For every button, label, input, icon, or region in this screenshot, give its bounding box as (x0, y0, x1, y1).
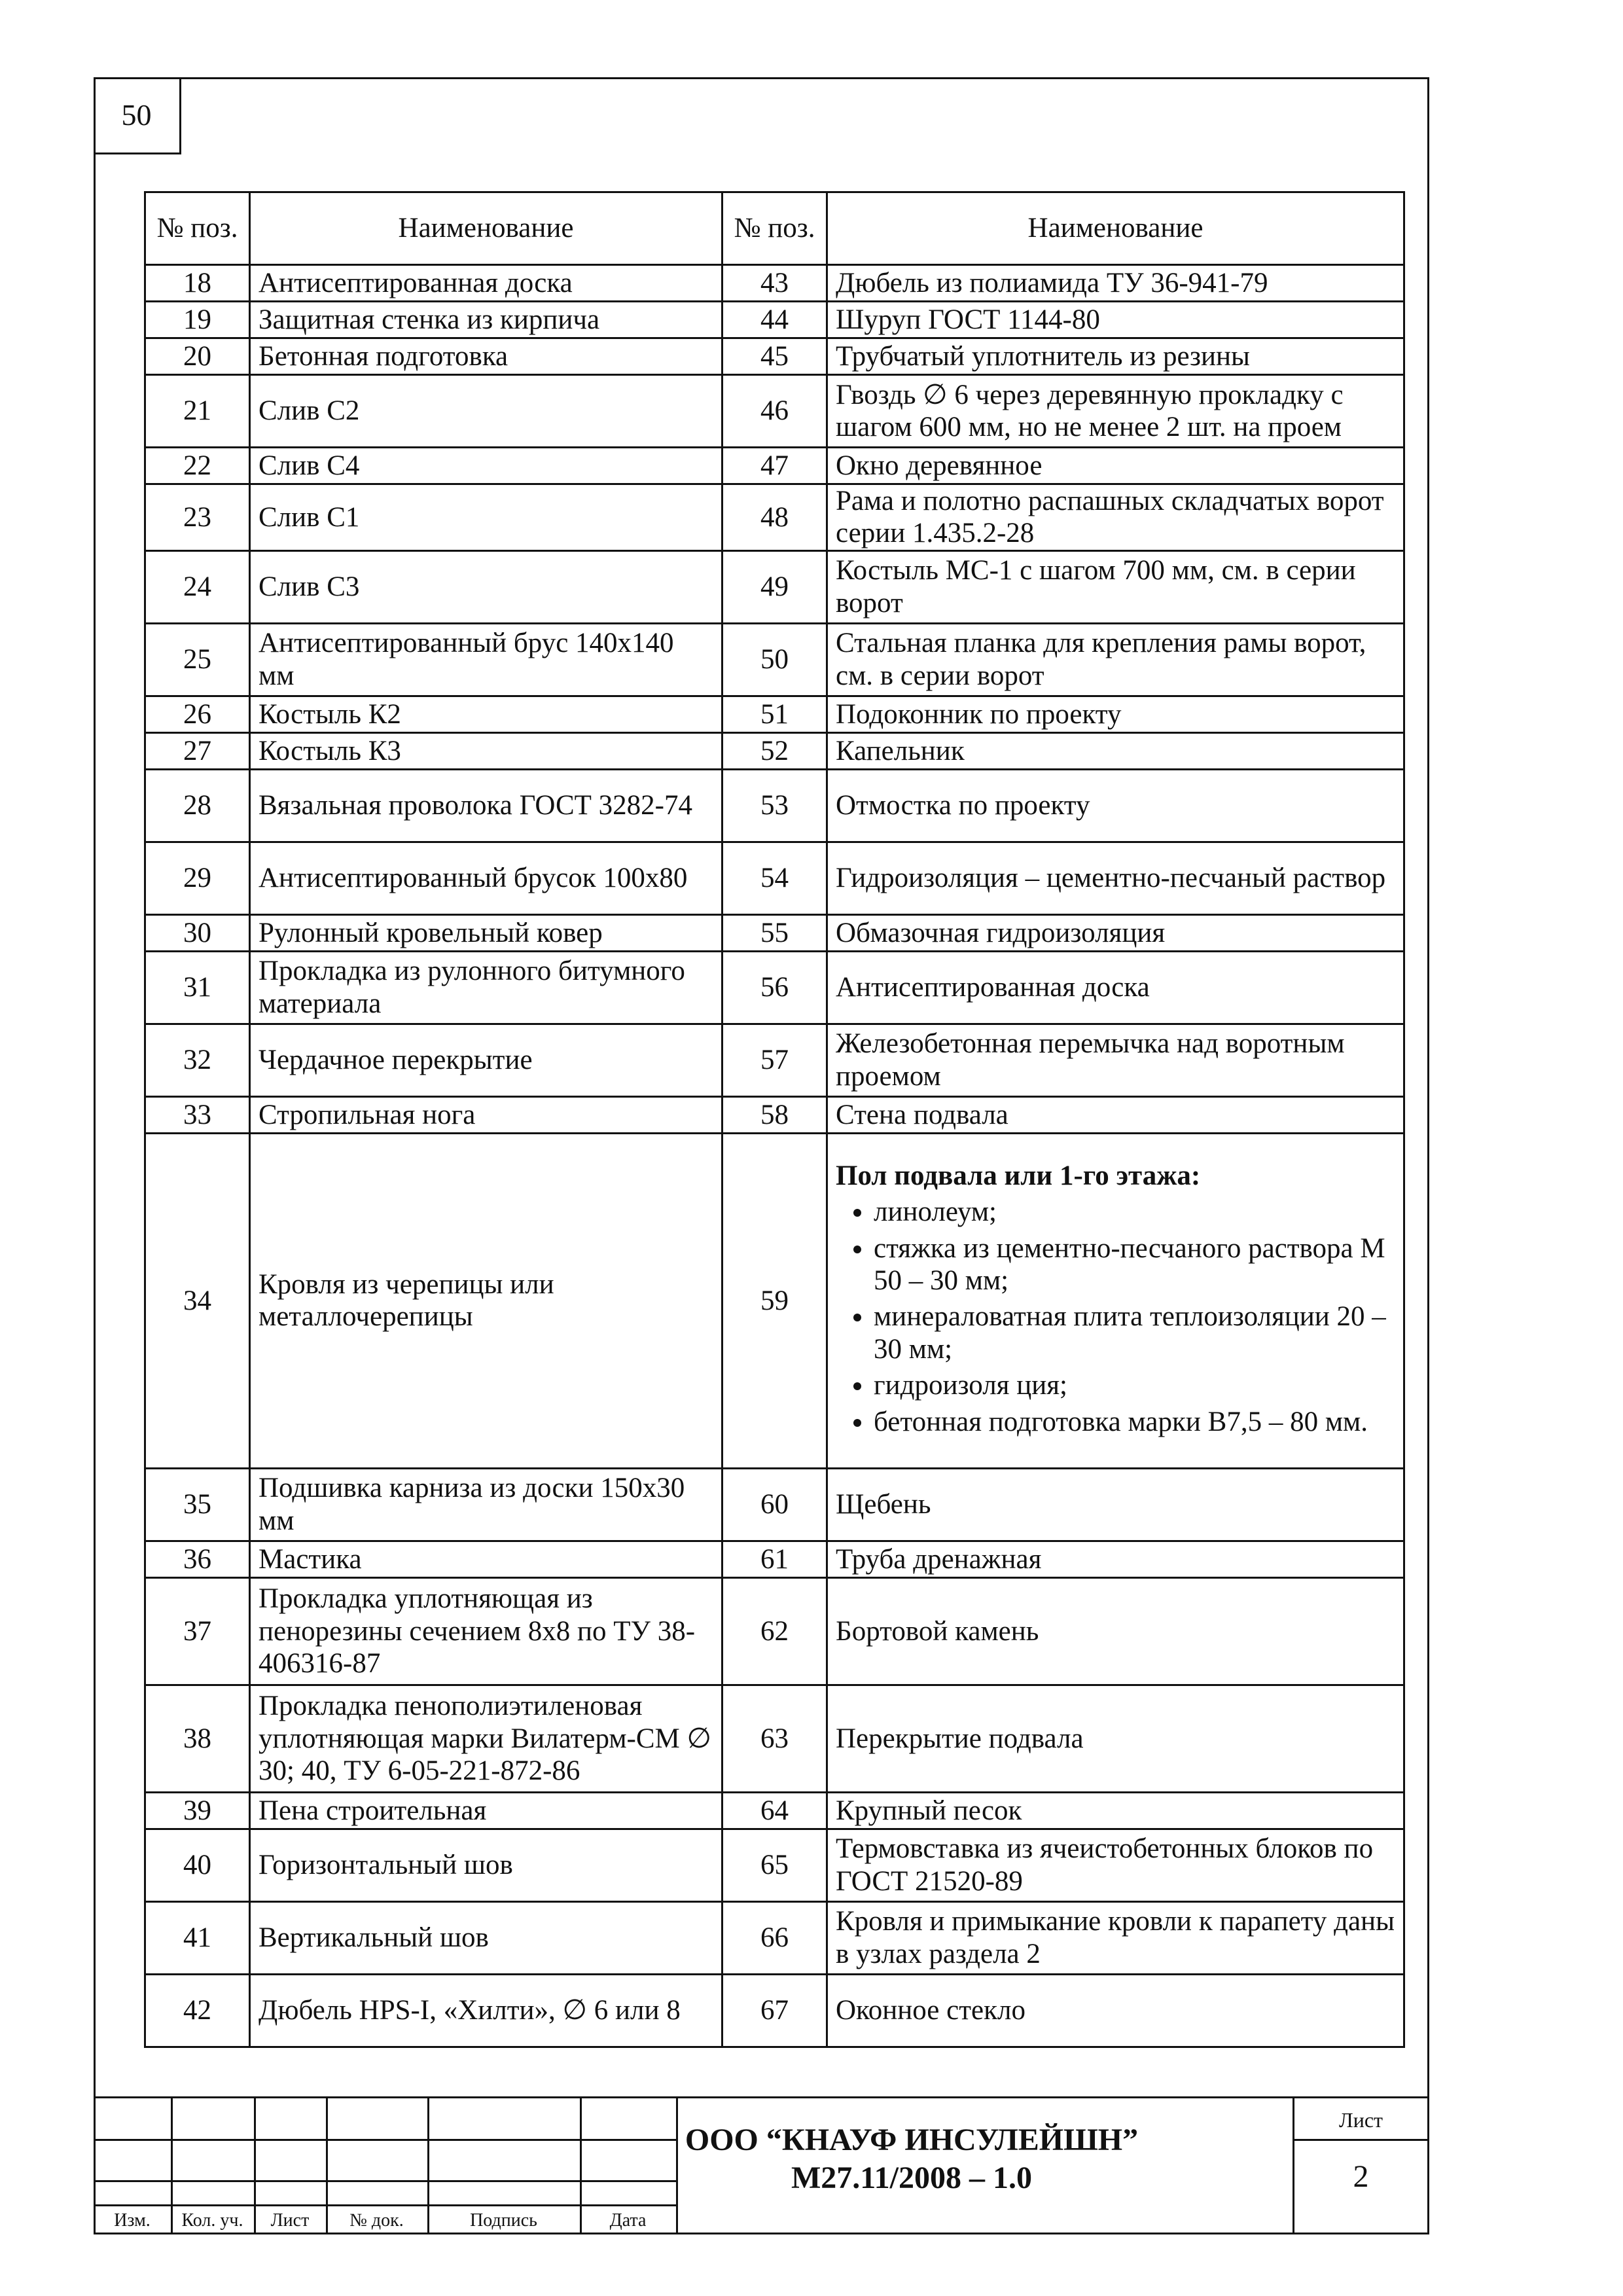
position-number: 39 (145, 1792, 250, 1829)
position-number: 26 (145, 696, 250, 732)
table-row (145, 1468, 1404, 1541)
item-name: Кровля и примыкание кровли к парапету даны в узлах раздела 2 (827, 1901, 1404, 1974)
item-name: Защитная стенка из кирпича (250, 302, 722, 338)
list-item: • линолеум; (874, 1196, 1395, 1228)
item-name: Антисептированный брусок 100х80 (250, 842, 722, 914)
stamp-label-kol-uch: Кол. уч. (181, 2210, 243, 2231)
item-name: Вязальная проволока ГОСТ 3282-74 (250, 769, 722, 842)
position-number: 22 (145, 448, 250, 484)
item-name: Бортовой камень (827, 1577, 1404, 1685)
table-row (145, 550, 1404, 623)
item-name: Подшивка карниза из доски 150х30 мм (250, 1468, 722, 1541)
table-row (145, 732, 1404, 769)
table-row (145, 1133, 1404, 1468)
stamp-label-izm: Изм. (114, 2210, 151, 2231)
item-name: Шуруп ГОСТ 1144-80 (827, 302, 1404, 338)
table-row (145, 338, 1404, 375)
position-number: 49 (722, 550, 827, 623)
item-name: Стропильная нога (250, 1096, 722, 1133)
table-row (145, 696, 1404, 732)
title-block (94, 2096, 1429, 2234)
item-name: Щебень (827, 1468, 1404, 1541)
sheet-label: Лист (1338, 2108, 1383, 2132)
item-name: Термовставка из ячеистобетонных блоков по ГОСТ 21520-89 (827, 1829, 1404, 1901)
item-name: Чердачное перекрытие (250, 1024, 722, 1096)
position-number: 27 (145, 732, 250, 769)
list-item: • минераловатная плита теплоизоляции 20 – 30 мм; (874, 1300, 1395, 1365)
floor-composition (827, 1133, 1404, 1468)
position-number: 47 (722, 448, 827, 484)
item-name: Слив С3 (250, 550, 722, 623)
item-name: Пена строительная (250, 1792, 722, 1829)
position-number: 23 (145, 484, 250, 551)
position-number: 54 (722, 842, 827, 914)
item-name: Отмостка по проекту (827, 769, 1404, 842)
position-number: 20 (145, 338, 250, 375)
organization-name: ООО “КНАУФ ИНСУЛЕЙШН” (685, 2123, 1139, 2157)
item-name: Костыль К2 (250, 696, 722, 732)
position-number: 56 (722, 951, 827, 1024)
position-number: 46 (722, 375, 827, 448)
item-name: Костыль К3 (250, 732, 722, 769)
item-name: Железобетонная перемычка над воротным проемом (827, 1024, 1404, 1096)
organization-title (676, 2121, 1147, 2197)
table-row (145, 1096, 1404, 1133)
position-number: 31 (145, 951, 250, 1024)
item-name: Дюбель HPS-I, «Хилти», ∅ 6 или 8 (250, 1974, 722, 2047)
item-name: Подоконник по проекту (827, 696, 1404, 732)
item-name: Окно деревянное (827, 448, 1404, 484)
item-name: Рулонный кровельный ковер (250, 914, 722, 951)
item-name: Стальная планка для крепления рамы ворот, см. в серии ворот (827, 623, 1404, 696)
position-number: 53 (722, 769, 827, 842)
position-number: 34 (145, 1133, 250, 1468)
table-row (145, 1974, 1404, 2047)
table-row (145, 1829, 1404, 1901)
item-name: Крупный песок (827, 1792, 1404, 1829)
item-name: Рама и полотно распашных складчатых ворот серии 1.435.2-28 (827, 484, 1404, 551)
table-row (145, 1577, 1404, 1685)
table-row (145, 484, 1404, 551)
item-name: Стена подвала (827, 1096, 1404, 1133)
header-num-right: № поз. (722, 192, 827, 265)
position-number: 48 (722, 484, 827, 551)
item-name: Трубчатый уплотнитель из резины (827, 338, 1404, 375)
table-row (145, 265, 1404, 302)
position-number: 44 (722, 302, 827, 338)
table-row (145, 448, 1404, 484)
position-number: 60 (722, 1468, 827, 1541)
item-name: Прокладка пенополиэтиленовая уплотняющая марки Вилатерм-СМ ∅ 30; 40, ТУ 6-05-221-872-86 (250, 1685, 722, 1792)
table-row (145, 302, 1404, 338)
sheet-number: 2 (1353, 2159, 1369, 2194)
position-number: 57 (722, 1024, 827, 1096)
item-name: Перекрытие подвала (827, 1685, 1404, 1792)
item-name: Обмазочная гидроизоляция (827, 914, 1404, 951)
stamp-label-doc-number: № док. (349, 2210, 404, 2231)
table-row (145, 375, 1404, 448)
position-number: 61 (722, 1541, 827, 1577)
position-number: 43 (722, 265, 827, 302)
position-number: 35 (145, 1468, 250, 1541)
header-name-left: Наименование (250, 192, 722, 265)
item-name: Горизонтальный шов (250, 1829, 722, 1901)
position-number: 62 (722, 1577, 827, 1685)
table-row (145, 1024, 1404, 1096)
list-item: • стяжка из цементно-песчаного раствора М 50 – 30 мм; (874, 1232, 1395, 1297)
page-number: 50 (94, 77, 181, 154)
stamp-label-date: Дата (609, 2210, 647, 2231)
position-number: 37 (145, 1577, 250, 1685)
position-number: 33 (145, 1096, 250, 1133)
table-row (145, 1541, 1404, 1577)
position-number: 45 (722, 338, 827, 375)
table-row (145, 623, 1404, 696)
item-name: Прокладка из рулонного битумного материала (250, 951, 722, 1024)
item-name: Слив С1 (250, 484, 722, 551)
floor-layers-list (836, 1196, 1395, 1438)
stamp-label-list: Лист (270, 2210, 310, 2231)
table-row (145, 1901, 1404, 1974)
position-number: 67 (722, 1974, 827, 2047)
table-row (145, 769, 1404, 842)
item-name: Труба дренажная (827, 1541, 1404, 1577)
position-number: 52 (722, 732, 827, 769)
table-row (145, 914, 1404, 951)
item-name: Кровля из черепицы или металлочерепицы (250, 1133, 722, 1468)
position-number: 55 (722, 914, 827, 951)
item-name: Капельник (827, 732, 1404, 769)
table-header-row (145, 192, 1404, 265)
item-name: Гидроизоляция – цементно-песчаный раствор (827, 842, 1404, 914)
item-name: Костыль МС-1 с шагом 700 мм, см. в серии ворот (827, 550, 1404, 623)
position-number: 63 (722, 1685, 827, 1792)
stamp-label-signature: Подпись (470, 2210, 537, 2231)
item-name: Мастика (250, 1541, 722, 1577)
item-name: Антисептированная доска (250, 265, 722, 302)
position-number: 36 (145, 1541, 250, 1577)
table-row (145, 951, 1404, 1024)
item-name: Антисептированная доска (827, 951, 1404, 1024)
position-number: 29 (145, 842, 250, 914)
position-number: 41 (145, 1901, 250, 1974)
list-item: • бетонная подготовка марки В7,5 – 80 мм. (874, 1406, 1395, 1438)
header-num-left: № поз. (145, 192, 250, 265)
floor-composition-title: Пол подвала или 1-го этажа: (836, 1160, 1201, 1191)
position-number: 30 (145, 914, 250, 951)
position-number: 18 (145, 265, 250, 302)
position-number: 21 (145, 375, 250, 448)
item-name: Бетонная подготовка (250, 338, 722, 375)
item-name: Гвоздь ∅ 6 через деревянную прокладку с шагом 600 мм, но не менее 2 шт. на проем (827, 375, 1404, 448)
item-name: Вертикальный шов (250, 1901, 722, 1974)
document-code: М27.11/2008 – 1.0 (791, 2160, 1032, 2195)
position-number: 28 (145, 769, 250, 842)
position-number: 19 (145, 302, 250, 338)
table-row (145, 842, 1404, 914)
position-number: 24 (145, 550, 250, 623)
item-name: Антисептированный брус 140х140 мм (250, 623, 722, 696)
position-number: 32 (145, 1024, 250, 1096)
position-number: 50 (722, 623, 827, 696)
position-number: 58 (722, 1096, 827, 1133)
item-name: Слив С4 (250, 448, 722, 484)
position-number: 64 (722, 1792, 827, 1829)
position-number: 59 (722, 1133, 827, 1468)
list-item: • гидроизоля ция; (874, 1369, 1395, 1401)
item-name: Прокладка уплотняющая из пенорезины сечением 8х8 по ТУ 38-406316-87 (250, 1577, 722, 1685)
item-name: Дюбель из полиамида ТУ 36-941-79 (827, 265, 1404, 302)
position-number: 40 (145, 1829, 250, 1901)
header-name-right: Наименование (827, 192, 1404, 265)
position-number: 42 (145, 1974, 250, 2047)
position-number: 38 (145, 1685, 250, 1792)
position-number: 66 (722, 1901, 827, 1974)
item-name: Оконное стекло (827, 1974, 1404, 2047)
position-number: 51 (722, 696, 827, 732)
position-number: 65 (722, 1829, 827, 1901)
position-number: 25 (145, 623, 250, 696)
item-name: Слив С2 (250, 375, 722, 448)
table-row (145, 1685, 1404, 1792)
table-row (145, 1792, 1404, 1829)
specification-table (144, 191, 1405, 2048)
